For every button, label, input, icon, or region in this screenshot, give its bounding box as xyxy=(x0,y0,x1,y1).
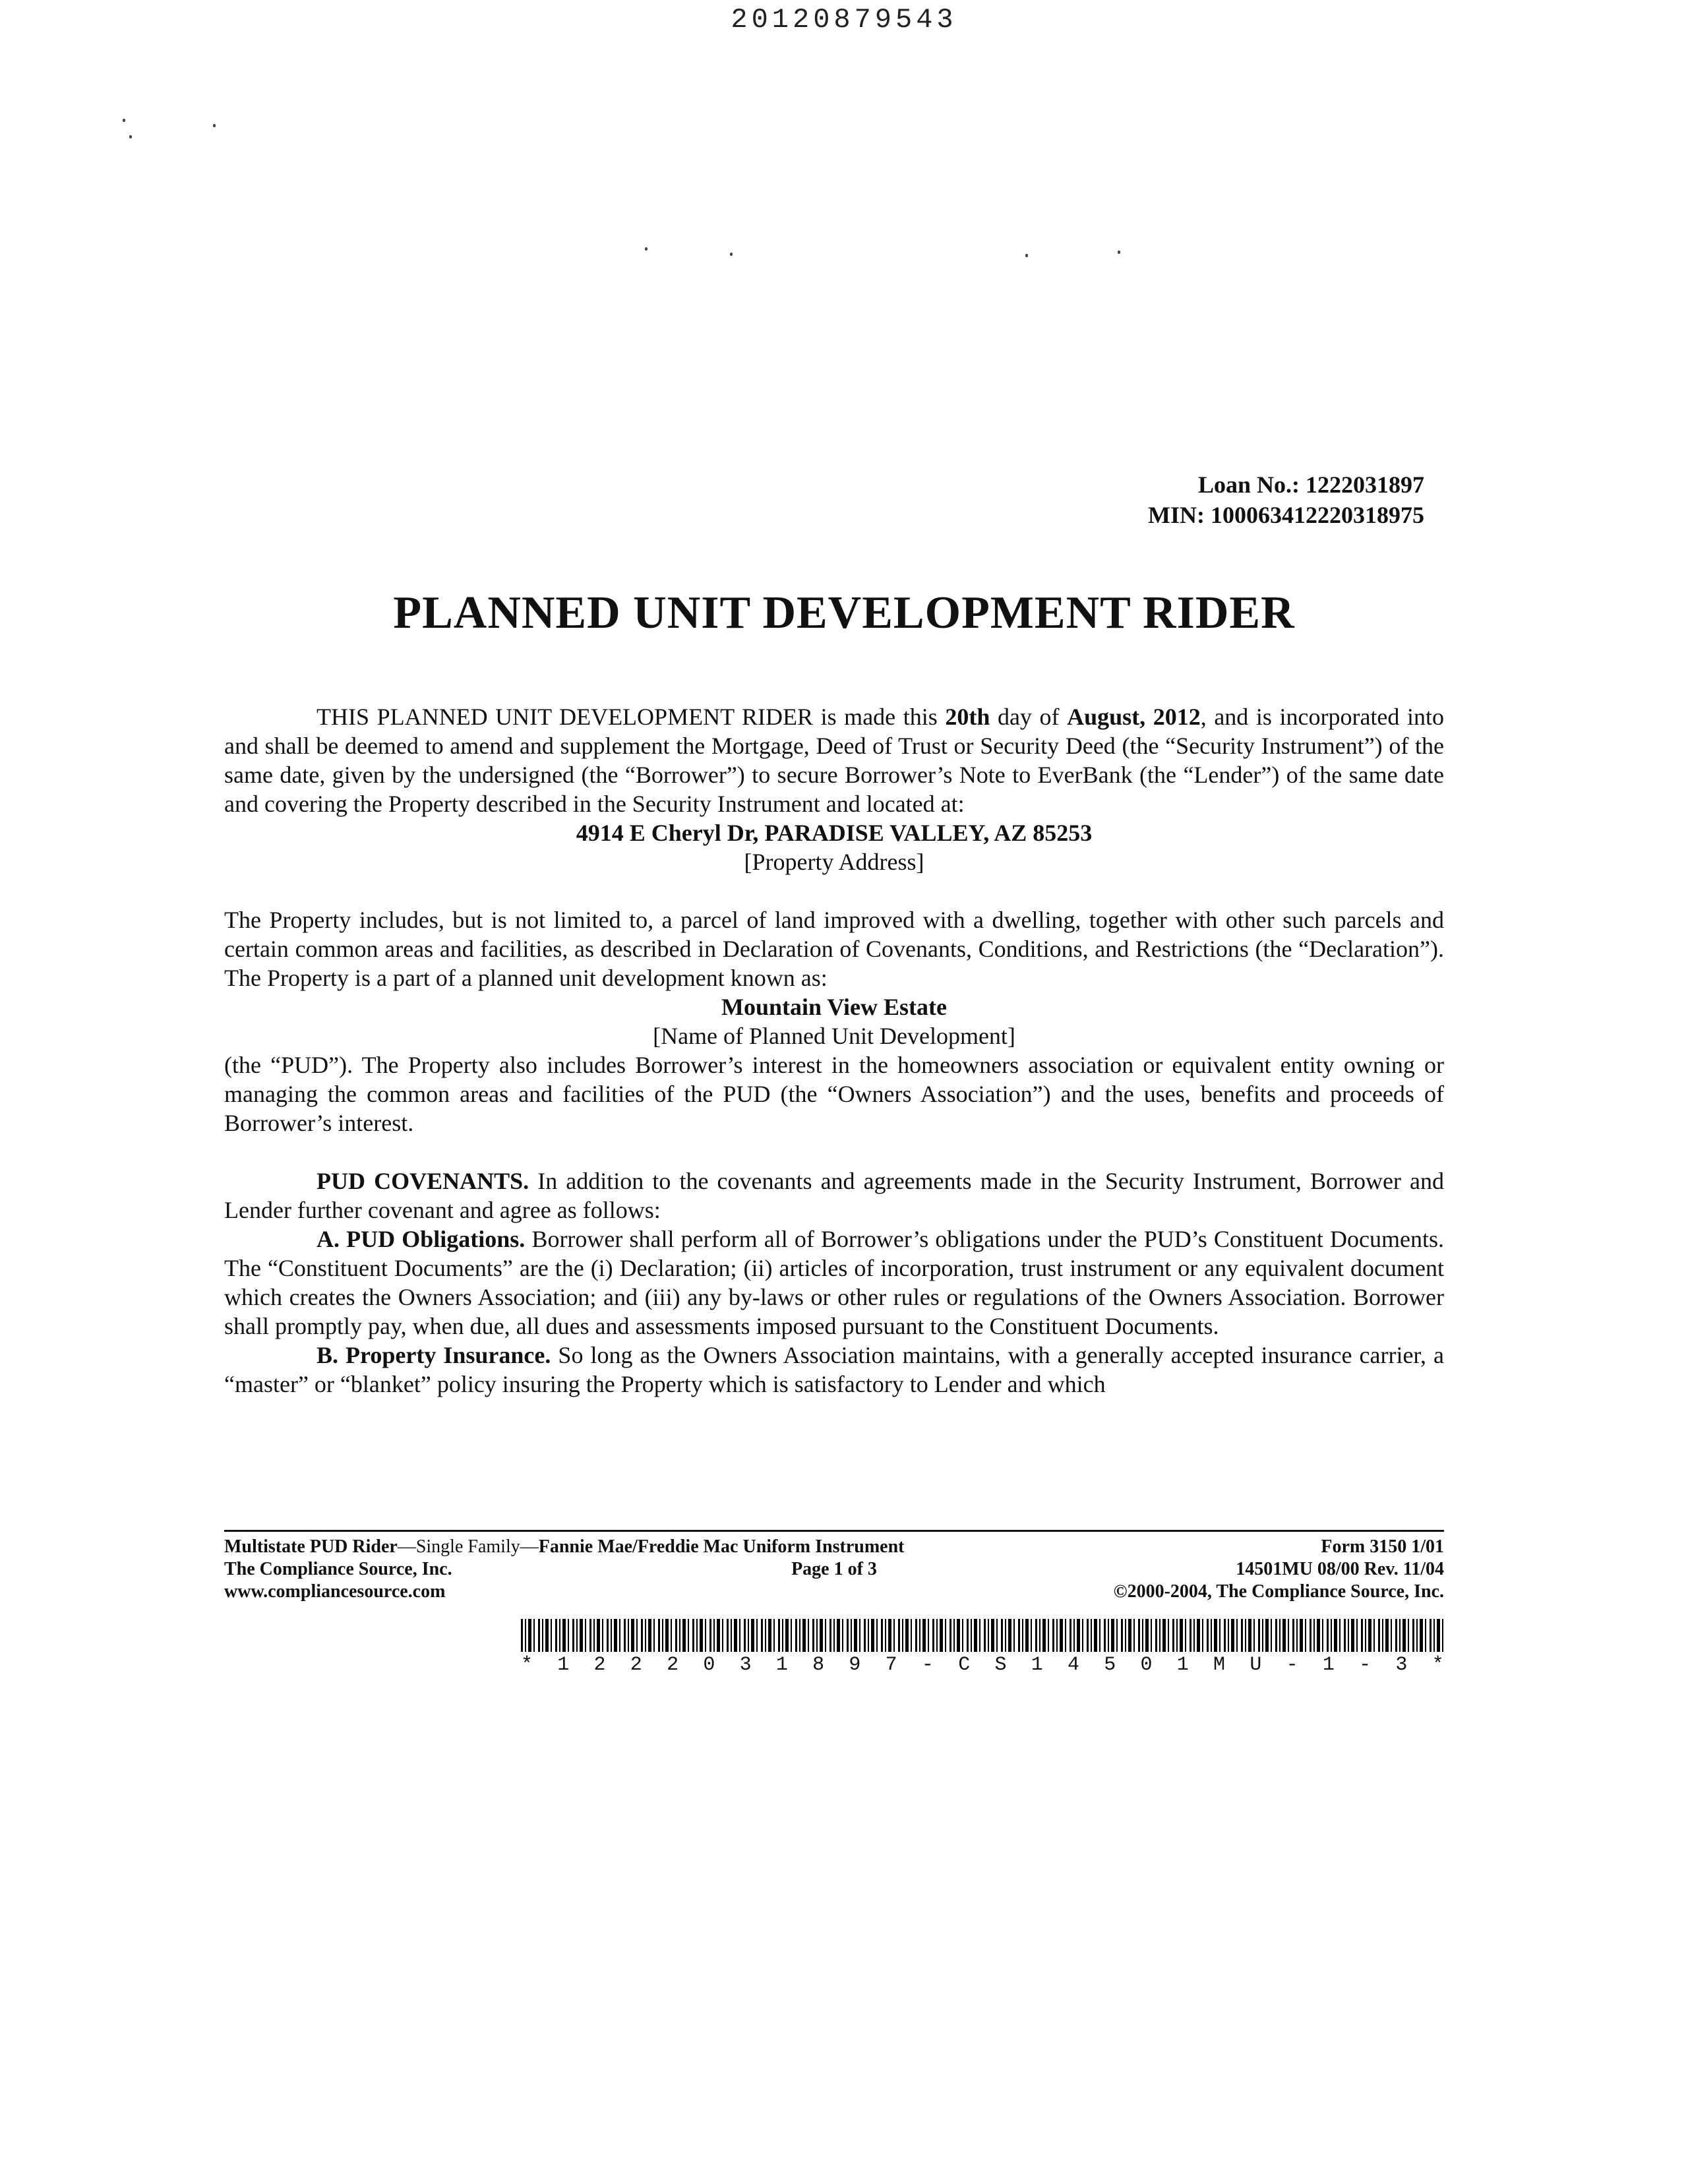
barcode-char: 2 xyxy=(667,1654,679,1676)
form-revision: 14501MU 08/00 Rev. 11/04 xyxy=(1236,1559,1444,1579)
scan-speck xyxy=(645,247,648,251)
document-title: PLANNED UNIT DEVELOPMENT RIDER xyxy=(393,588,1295,638)
pud-paragraph: (the “PUD”). The Property also includes Borrower’s interest in the homeowners association or equivalent entity owning or managing the common areas and facilities of the PUD (the “Owners Association”) and the uses, benefits and proceeds of Borrower’s interest. xyxy=(224,1052,1444,1136)
barcode-char: C xyxy=(958,1654,971,1676)
barcode-char: * xyxy=(521,1654,533,1676)
barcode-char: 7 xyxy=(885,1654,897,1676)
covenant-a-text: Borrower shall perform all of Borrower’s obligations under the PUD’s Constituent Documents. The “Constituent Documents” are the (i) Declaration; (ii) articles of incorporation, trust instrument or any equivalent document which creates the Owners Association; and (iii) any by-laws or other rules or regulations of the Owners Association. Borrower shall promptly pay, when due, all dues and assessments imposed pursuant to the Constituent Documents. xyxy=(224,1226,1444,1339)
property-address-caption: [Property Address] xyxy=(744,849,924,875)
covenant-a xyxy=(224,1225,1444,1341)
form-number: Form 3150 1/01 xyxy=(1321,1536,1444,1557)
barcode-char: 3 xyxy=(1395,1654,1408,1676)
pud-name-caption: [Name of Planned Unit Development] xyxy=(653,1023,1015,1049)
scan-speck xyxy=(123,119,125,122)
barcode-text xyxy=(521,1654,1444,1676)
barcode-char: 1 xyxy=(557,1654,570,1676)
barcode-char: 4 xyxy=(1067,1654,1079,1676)
barcode-char: - xyxy=(1286,1654,1298,1676)
covenant-b-text: So long as the Owners Association maintains, with a generally accepted insurance carrier, a “master” or “blanket” policy insuring the Property which is satisfactory to Lender and which xyxy=(224,1342,1444,1397)
copyright: ©2000-2004, The Compliance Source, Inc. xyxy=(1113,1581,1444,1602)
barcode-char: 2 xyxy=(630,1654,642,1676)
page-number: Page 1 of 3 xyxy=(791,1559,877,1579)
pud-name: Mountain View Estate xyxy=(721,994,947,1020)
barcode-char: 0 xyxy=(703,1654,715,1676)
intro-paragraph xyxy=(224,702,1444,818)
company-website: www.compliancesource.com xyxy=(224,1581,446,1602)
rider-date: August, 2012 xyxy=(1067,704,1201,730)
barcode-char: 2 xyxy=(593,1654,606,1676)
form-instrument: Fannie Mae/Freddie Mac Uniform Instrument xyxy=(538,1536,905,1557)
property-address: 4914 E Cheryl Dr, PARADISE VALLEY, AZ 85253 xyxy=(576,820,1093,846)
covenant-a-heading: A. PUD Obligations. xyxy=(316,1226,526,1252)
rider-day: 20th xyxy=(945,704,990,730)
intro-text-b: day of xyxy=(990,704,1068,730)
barcode-char: 3 xyxy=(739,1654,752,1676)
barcode-char: U xyxy=(1250,1654,1262,1676)
barcode-char: 0 xyxy=(1140,1654,1153,1676)
recording-number: 20120879543 xyxy=(731,4,957,36)
scan-speck xyxy=(1025,254,1028,257)
barcode-char: S xyxy=(994,1654,1007,1676)
covenants-intro xyxy=(224,1167,1444,1225)
barcode-char: - xyxy=(921,1654,934,1676)
barcode-char: 1 xyxy=(1176,1654,1189,1676)
barcode-char: M xyxy=(1213,1654,1226,1676)
covenant-b xyxy=(224,1341,1444,1399)
form-type: —Single Family— xyxy=(397,1536,539,1557)
rider-body xyxy=(224,702,1444,1399)
barcode-char: 9 xyxy=(849,1654,861,1676)
loan-number-line xyxy=(1148,470,1424,500)
loan-number: 1222031897 xyxy=(1306,471,1424,498)
loan-identifiers xyxy=(1148,470,1424,530)
barcode-char: 5 xyxy=(1104,1654,1116,1676)
barcode-char: - xyxy=(1359,1654,1372,1676)
min-line xyxy=(1148,500,1424,530)
covenants-intro-text: In addition to the covenants and agreements made in the Security Instrument, Borrower and Lender further covenant and agree as follows: xyxy=(224,1168,1444,1223)
form-footer xyxy=(224,1530,1444,1603)
intro-text-a: THIS PLANNED UNIT DEVELOPMENT RIDER is made this xyxy=(316,704,946,730)
barcode-char: 1 xyxy=(775,1654,788,1676)
form-description xyxy=(224,1536,904,1558)
min-number: 100063412220318975 xyxy=(1211,502,1424,528)
property-paragraph: The Property includes, but is not limited to, a parcel of land improved with a dwelling, together with other such parcels and certain common areas and facilities, as described in Declaration of Covenants, Conditions, and Restrictions (the “Declaration”). The Property is a part of a planned unit development known as: xyxy=(224,907,1444,991)
barcode-char: 8 xyxy=(812,1654,825,1676)
barcode-icon xyxy=(521,1619,1444,1652)
loan-number-label: Loan No.: xyxy=(1197,471,1300,498)
form-name: Multistate PUD Rider xyxy=(224,1536,398,1557)
company-name: The Compliance Source, Inc. xyxy=(224,1559,452,1579)
scan-speck xyxy=(1118,251,1120,254)
intro-text-c: , and is incorporated into and shall be deemed to amend and supplement the Mortgage, Deed of Trust or Security Deed (the “Security Instrument”) of the same date, given by the undersigned (the “Borrower”) to secure Borrower’s Note to EverBank (the “Lender”) of the same date and covering the Property described in the Security Instrument and located at: xyxy=(224,704,1444,817)
scan-speck xyxy=(129,135,132,138)
scan-speck xyxy=(730,253,733,256)
min-label: MIN: xyxy=(1148,502,1205,528)
barcode-char: * xyxy=(1432,1654,1444,1676)
covenant-b-heading: B. Property Insurance. xyxy=(316,1342,551,1368)
barcode-char: 1 xyxy=(1031,1654,1043,1676)
covenants-heading: PUD COVENANTS. xyxy=(316,1168,529,1194)
scan-speck xyxy=(213,124,216,127)
barcode-char: 1 xyxy=(1322,1654,1335,1676)
